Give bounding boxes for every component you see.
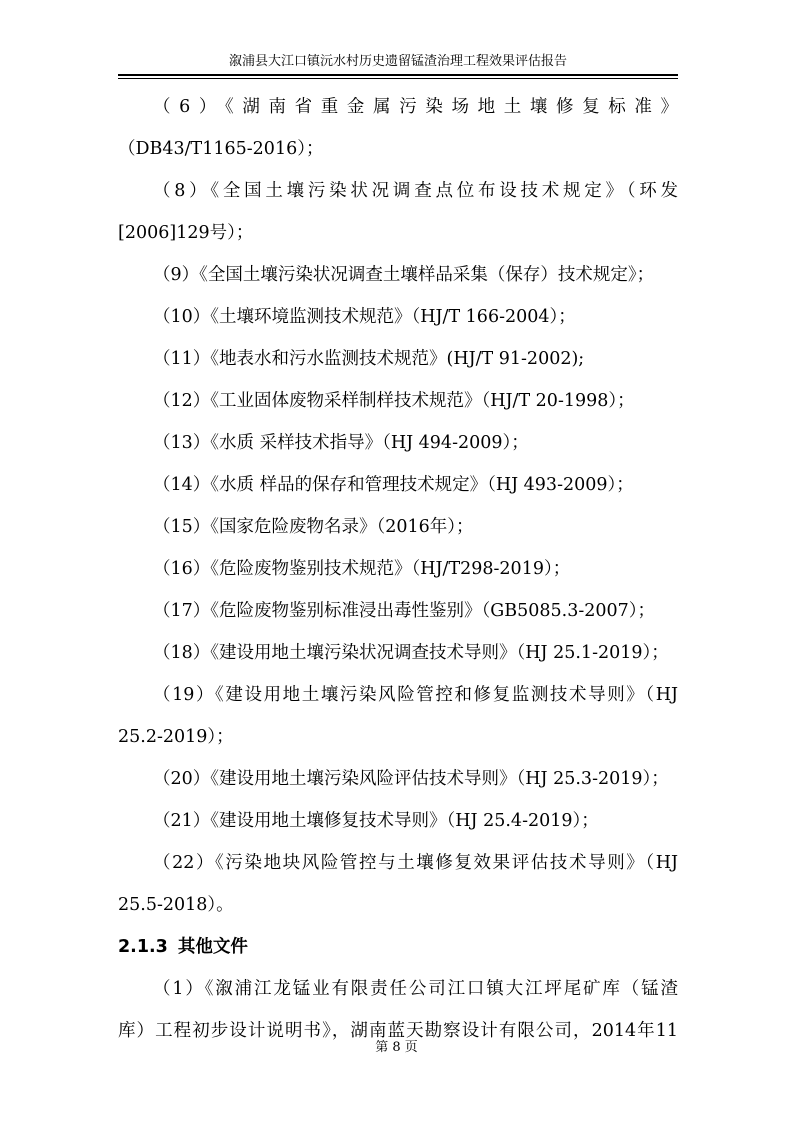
text-line: （21）《建设用地土壤修复技术导则》（HJ 25.4-2019）； (153, 811, 599, 831)
text-line: （9）《全国土壤污染状况调查土壤样品采集（保存）技术规定》； (153, 265, 655, 285)
text-line: （20）《建设用地土壤污染风险评估技术导则》（HJ 25.3-2019）； (153, 769, 669, 789)
text-line: （18）《建设用地土壤污染状况调查技术导则》（HJ 25.1-2019）； (153, 643, 669, 663)
text-line: （1）《溆浦江龙锰业有限责任公司江口镇大江坪尾矿库（锰渣 (153, 979, 678, 999)
header-rule-thick (118, 74, 678, 76)
text-line: （14）《水质 样品的保存和管理技术规定》（HJ 493-2009）； (153, 475, 634, 495)
section-heading (118, 926, 678, 968)
text-line: （DB43/T1165-2016）； (118, 139, 324, 159)
text-line: （13）《水质 采样技术指导》（HJ 494-2009）； (153, 433, 529, 453)
text-line: （15）《国家危险废物名录》（2016年）； (153, 517, 474, 537)
text-line: 25.2-2019）； (118, 727, 234, 747)
text-line: 库）工程初步设计说明书》，湖南蓝天勘察设计有限公司，2014年11 (118, 1021, 678, 1041)
text-line: （12）《工业固体废物采样制样技术规范》（HJ/T 20-1998）； (153, 391, 635, 411)
text-line: （19）《建设用地土壤污染风险管控和修复监测技术导则》（HJ (153, 685, 678, 705)
text-line: （8）《全国土壤污染状况调查点位布设技术规定》（环发 (153, 181, 678, 201)
running-header: 溆浦县大江口镇沅水村历史遗留锰渣治理工程效果评估报告 (228, 54, 567, 69)
text-line: （11）《地表水和污水监测技术规范》(HJ/T 91-2002); (153, 349, 585, 369)
text-line: （10）《土壤环境监测技术规范》（HJ/T 166-2004）； (153, 307, 576, 327)
section-number: 2.1.3 (118, 937, 168, 957)
header-rule-thin (118, 78, 678, 79)
text-line: （22）《污染地块风险管控与土壤修复效果评估技术导则》（HJ (153, 853, 678, 873)
text-line: 25.5-2018）。 (118, 895, 234, 915)
text-line: （17）《危险废物鉴别标准浸出毒性鉴别》（GB5085.3-2007）； (153, 601, 656, 621)
page-number: 第 8 页 (375, 1040, 418, 1055)
text-line: [2006]129号）； (118, 223, 254, 243)
text-line: （16）《危险废物鉴别技术规范》（HJ/T298-2019）； (153, 559, 571, 579)
document-body (118, 86, 678, 1052)
text-line: （6）《湖南省重金属污染场地土壤修复标准》 (153, 97, 678, 117)
reference-list (118, 86, 678, 926)
section-title: 其他文件 (177, 937, 248, 957)
